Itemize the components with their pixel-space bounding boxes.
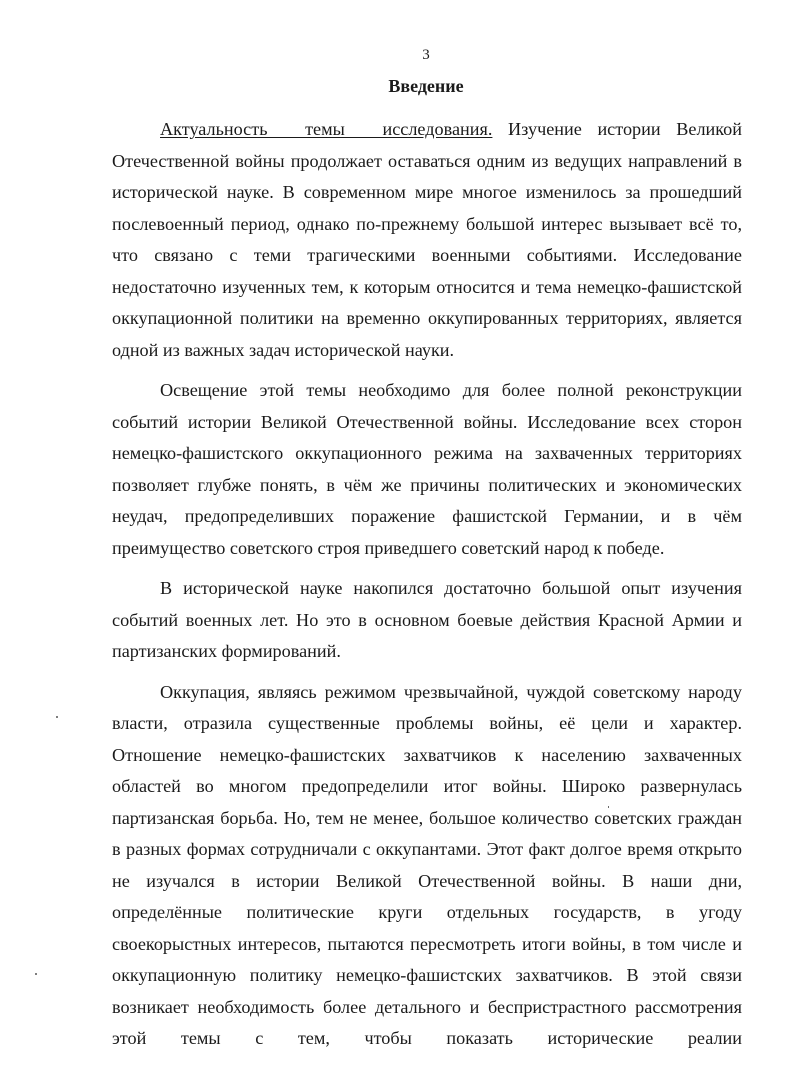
paragraph-relevance (112, 114, 742, 366)
paragraph-lead-underlined: Актуальность темы исследования. (160, 119, 493, 139)
page-number: 3 (422, 47, 430, 63)
section-heading: Введение (388, 76, 464, 96)
paragraph-text: Изучение истории Великой Отечественной войны продолжает оставаться одним из ведущих направлений в исторической науке. В современном мире многое изменилось за прошедший послевоенный период, однако по-прежнему большой интерес вызывает всё то, что связано с теми трагическими военными событиями. Исследование недостаточно изученных тем, к которым относится и тема немецко-фашистской оккупационной политики на временно оккупированных территориях, является одной из важных задач исторической науки. (112, 119, 742, 360)
scan-speck (56, 716, 58, 718)
scan-speck (35, 973, 37, 975)
body-text (112, 114, 742, 1064)
paragraph-coverage: Освещение этой темы необходимо для более полной реконструкции событий истории Великой Отечественной войны. Исследование всех сторон немецко-фашистского оккупационного режима на захваченных территориях позволяет глубже понять, в чём же причины политических и экономических неудач, предопределивших поражение фашистской Германии, и в чём преимущество советского строя приведшего советский народ к победе. (112, 380, 742, 558)
scan-speck (608, 806, 609, 808)
paragraph-historiography: В исторической науке накопился достаточно большой опыт изучения событий военных лет. Но это в основном боевые действия Красной Армии и партизанских формирований. (112, 578, 742, 661)
paragraph-occupation: Оккупация, являясь режимом чрезвычайной, чуждой советскому народу власти, отразила существенные проблемы войны, её цели и характер. Отношение немецко-фашистских захватчиков к населению захваченных областей во многом предопределили итог войны. Широко развернулась партизанская борьба. Но, тем не менее, большое количество советских граждан в разных формах сотрудничали с оккупантами. Этот факт долгое время открыто не изучался в истории Великой Отечественной войны. В наши дни, определённые политические круги отдельных государств, в угоду своекорыстных интересов, пытаются пересмотреть итоги войны, в том числе и оккупационную политику немецко-фашистских захватчиков. В этой связи возникает необходимость более детального и беспристрастного рассмотрения этой темы с тем, чтобы показать исторические реалии (112, 681, 742, 1048)
